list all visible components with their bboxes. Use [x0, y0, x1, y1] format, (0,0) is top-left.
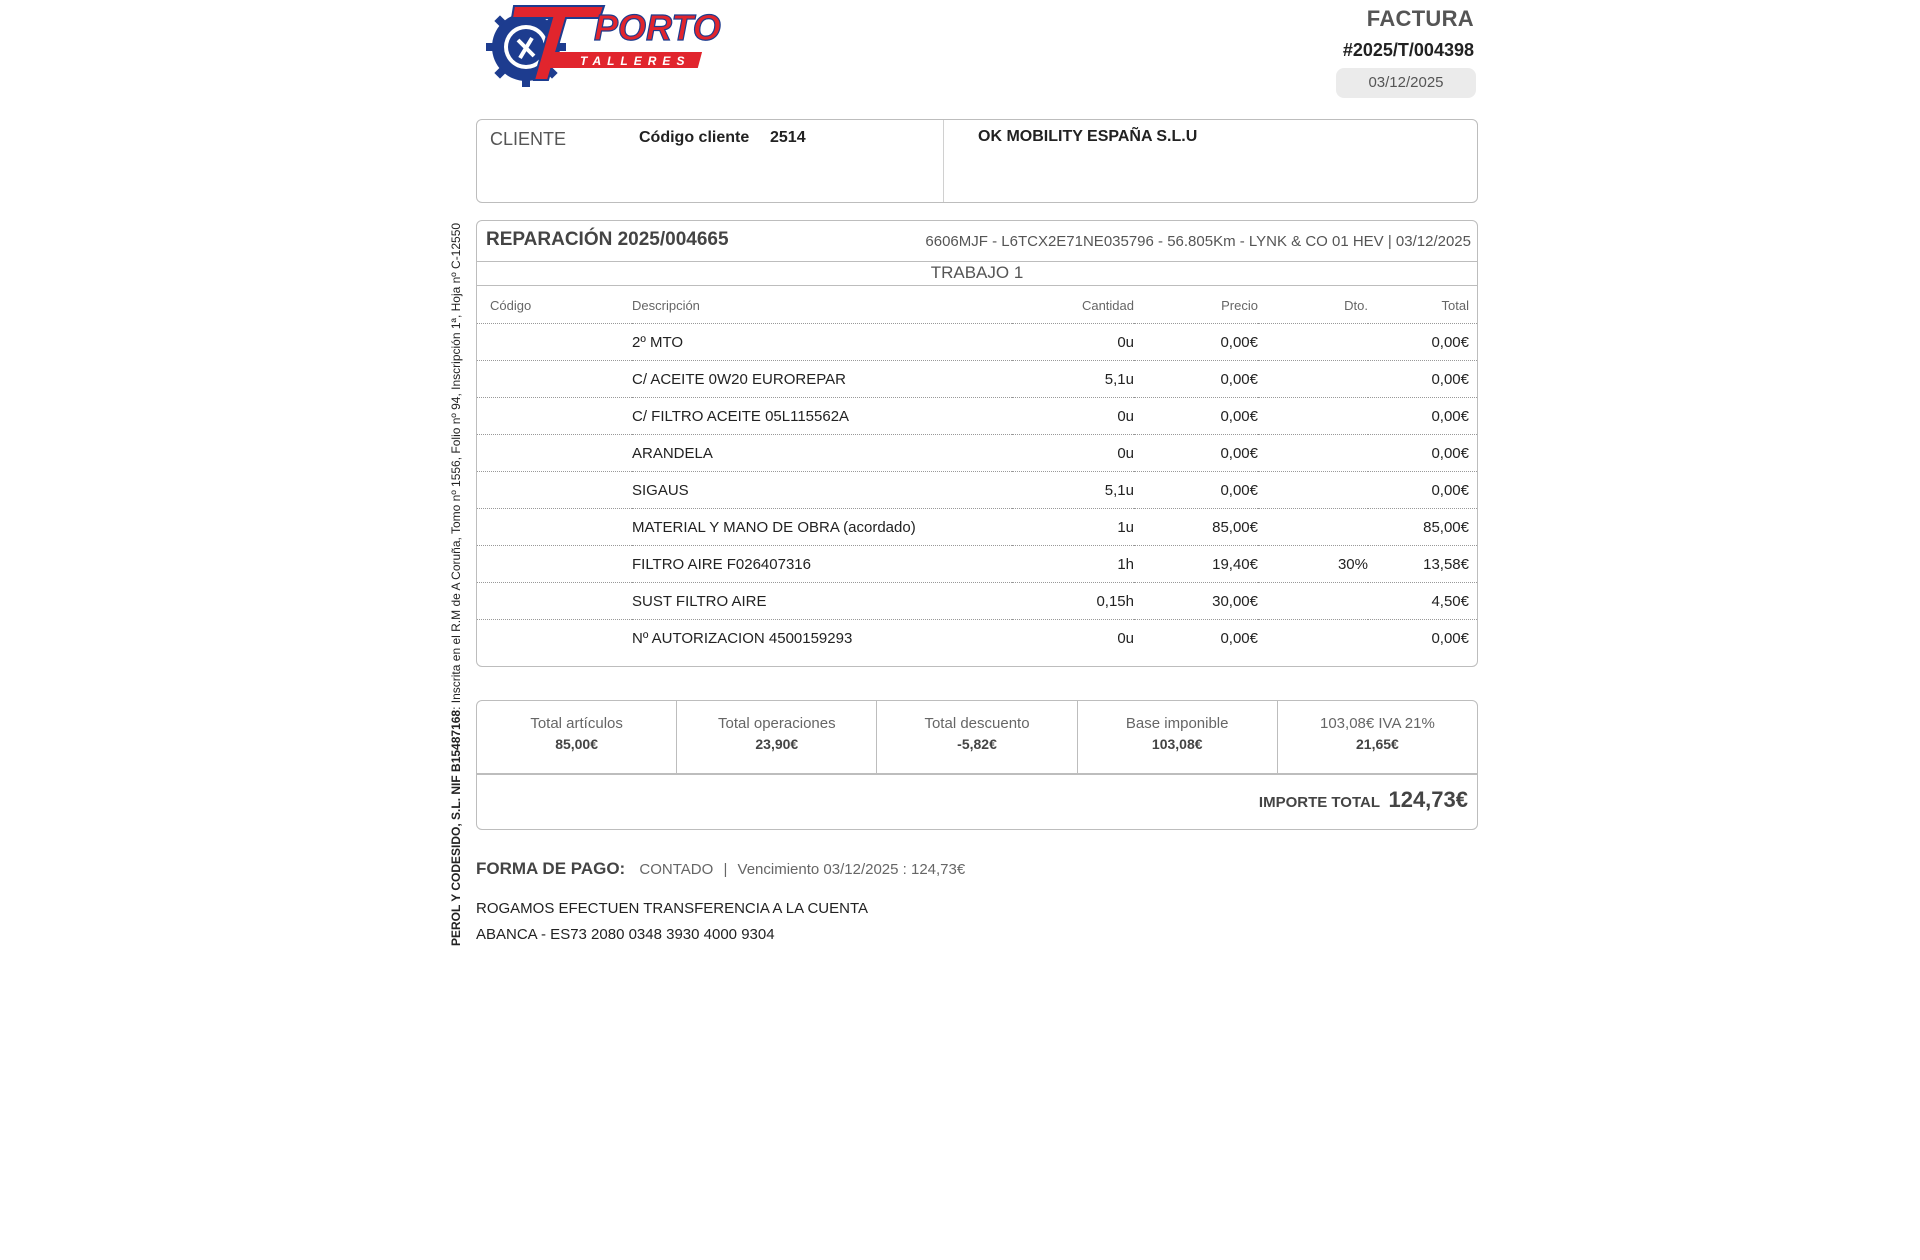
total-operations-label: Total operaciones: [718, 715, 836, 732]
table-row: [477, 546, 1477, 583]
cell-price: 0,00€: [1220, 629, 1258, 647]
table-row: [477, 398, 1477, 435]
table-row: [477, 583, 1477, 620]
cell-price: 0,00€: [1134, 435, 1258, 472]
total-discount-label: Total descuento: [924, 715, 1030, 732]
payment-due: Vencimiento 03/12/2025 : 124,73€: [737, 861, 966, 878]
vat-label: 103,08€ IVA 21%: [1320, 715, 1435, 732]
cell-code: [477, 509, 632, 546]
cell-price: 0,00€: [1134, 324, 1258, 361]
cell-discount: [1258, 472, 1368, 509]
cell-total: 13,58€: [1368, 546, 1477, 583]
legal-registry-text: [449, 216, 463, 946]
cell-total: 0,00€: [1368, 472, 1477, 509]
cell-total: 85,00€: [1368, 509, 1477, 546]
payment-method: [476, 859, 965, 879]
cell-description: C/ FILTRO ACEITE 05L115562A: [632, 398, 1012, 435]
payment-note-line-2: ABANCA - ES73 2080 0348 3930 4000 9304: [476, 926, 775, 943]
cell-code: [477, 361, 632, 398]
column-header-discount: Dto.: [1258, 287, 1368, 324]
cell-discount: [1258, 361, 1368, 398]
job-title: TRABAJO 1: [930, 263, 1024, 282]
vat: [1278, 701, 1477, 773]
client-code-label: Código cliente: [639, 129, 750, 146]
client-box: [476, 119, 1478, 203]
table-header-row: [477, 287, 1477, 324]
cell-code: [477, 472, 632, 509]
table-row: [477, 324, 1477, 361]
porto-talleres-logo: [484, 0, 730, 88]
cell-description: FILTRO AIRE F026407316: [632, 546, 1012, 583]
column-header-description: Descripción: [632, 287, 1012, 324]
cell-discount: 30%: [1258, 546, 1368, 583]
grand-total-value: 124,73€: [1388, 787, 1468, 812]
column-header-code: Código: [477, 287, 632, 324]
cell-discount: [1258, 583, 1368, 620]
table-row: [477, 435, 1477, 472]
total-articles-value: 85,00€: [555, 736, 599, 752]
totals-box: [476, 700, 1478, 830]
total-operations-value: 23,90€: [755, 736, 799, 752]
cell-price: 0,00€: [1134, 361, 1258, 398]
repair-title: REPARACIÓN 2025/004665: [486, 229, 729, 250]
cell-total: 0,00€: [1368, 435, 1477, 472]
table-row: [477, 472, 1477, 509]
cell-total: 0,00€: [1431, 629, 1469, 647]
client-divider: [943, 120, 944, 202]
cell-price: 0,00€: [1134, 472, 1258, 509]
cell-total: 0,00€: [1368, 361, 1477, 398]
cell-code: [477, 620, 632, 657]
divider: [477, 285, 1477, 286]
divider: [477, 261, 1477, 262]
totals-summary: [477, 701, 1477, 775]
vat-value: 21,65€: [1356, 736, 1399, 752]
total-articles-label: Total artículos: [530, 715, 623, 732]
table-row: [477, 620, 1477, 657]
svg-text:PORTO: PORTO: [594, 7, 721, 48]
cell-description: C/ ACEITE 0W20 EUROREPAR: [632, 361, 1012, 398]
cell-quantity: 5,1u: [1012, 472, 1134, 509]
svg-text:TALLERES: TALLERES: [580, 54, 691, 68]
cell-description: MATERIAL Y MANO DE OBRA (acordado): [632, 509, 1012, 546]
repair-vehicle-info: 6606MJF - L6TCX2E71NE035796 - 56.805Km - LYNK & CO 01 HEV | 03/12/2025: [925, 233, 1471, 250]
cell-description: SUST FILTRO AIRE: [632, 583, 1012, 620]
total-articles: [477, 701, 677, 773]
cell-quantity: 0u: [1012, 398, 1134, 435]
cell-quantity: 0u: [1012, 435, 1134, 472]
cell-description: SIGAUS: [632, 472, 1012, 509]
grand-total-label: IMPORTE TOTAL: [1258, 794, 1381, 811]
cell-price: 30,00€: [1134, 583, 1258, 620]
cell-description: ARANDELA: [632, 435, 1012, 472]
total-operations: [677, 701, 877, 773]
cell-discount: [1258, 620, 1368, 657]
cell-discount: [1258, 398, 1368, 435]
total-discount: [877, 701, 1077, 773]
cell-description: 2º MTO: [632, 324, 1012, 361]
column-header-quantity: Cantidad: [1012, 287, 1134, 324]
client-code: 2514: [770, 129, 806, 146]
cell-total: 0,00€: [1368, 324, 1477, 361]
table-row: [477, 361, 1477, 398]
grand-total: [1259, 787, 1468, 813]
column-header-total: Total: [1368, 287, 1477, 324]
cell-description: Nº AUTORIZACION 4500159293: [632, 629, 853, 647]
invoice-date-badge: 03/12/2025: [1336, 68, 1476, 98]
cell-quantity: 0,15h: [1012, 583, 1134, 620]
total-discount-value: -5,82€: [957, 736, 997, 752]
tax-base-label: Base imponible: [1125, 715, 1229, 732]
payment-type: CONTADO: [639, 861, 714, 878]
tax-base-value: 103,08€: [1151, 736, 1203, 752]
cell-price: 0,00€: [1134, 398, 1258, 435]
column-header-price: Precio: [1134, 287, 1258, 324]
cell-discount: [1258, 324, 1368, 361]
client-label: CLIENTE: [490, 129, 567, 149]
cell-discount: [1258, 509, 1368, 546]
payment-label: FORMA DE PAGO:: [476, 859, 626, 878]
table-row: [477, 509, 1477, 546]
cell-code: [477, 546, 632, 583]
cell-code: [477, 583, 632, 620]
cell-code: [477, 324, 632, 361]
cell-price: 19,40€: [1134, 546, 1258, 583]
repair-box: [476, 220, 1478, 667]
cell-quantity: 5,1u: [1012, 361, 1134, 398]
cell-price: 85,00€: [1134, 509, 1258, 546]
cell-quantity: 0u: [1012, 324, 1134, 361]
legal-company: PEROL Y CODESIDO, S.L. NIF B15487168: [449, 709, 463, 946]
invoice-lines-table: [477, 287, 1477, 656]
cell-code: [477, 435, 632, 472]
invoice-number: #2025/T/004398: [1342, 40, 1474, 60]
cell-total: 0,00€: [1368, 398, 1477, 435]
cell-total: 4,50€: [1368, 583, 1477, 620]
tax-base: [1078, 701, 1278, 773]
client-name: OK MOBILITY ESPAÑA S.L.U: [978, 128, 1198, 145]
legal-registry: : Inscrita en el R.M de A Coruña, Tomo nº 1556, Folio nº 94, Inscripción 1ª, Hoja nº C-12550: [449, 222, 463, 710]
cell-quantity: 0u: [1117, 629, 1134, 647]
cell-code: [477, 398, 632, 435]
payment-note-line-1: ROGAMOS EFECTUEN TRANSFERENCIA A LA CUENTA: [476, 900, 869, 917]
payment-separator: |: [723, 861, 728, 878]
cell-discount: [1258, 435, 1368, 472]
document-type: FACTURA: [1366, 6, 1474, 31]
cell-quantity: 1h: [1012, 546, 1134, 583]
cell-quantity: 1u: [1012, 509, 1134, 546]
